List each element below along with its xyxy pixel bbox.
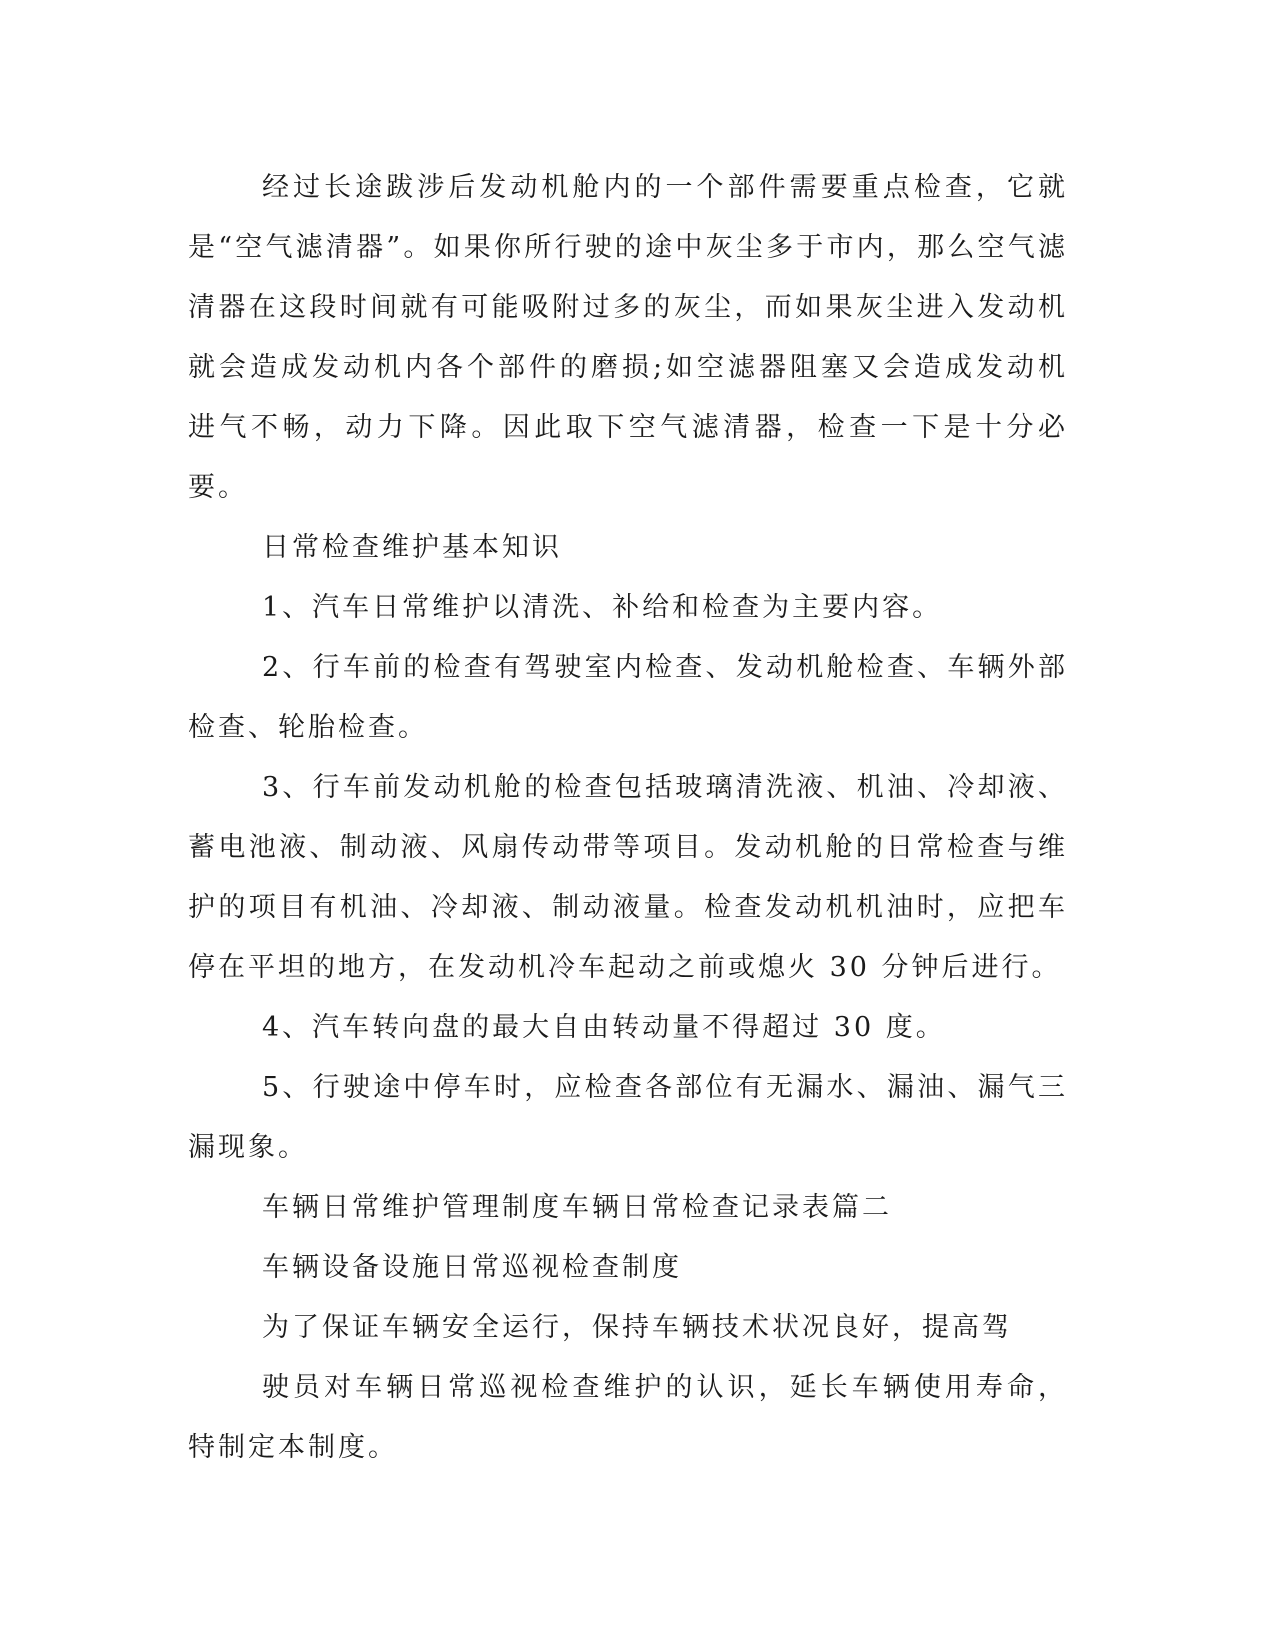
paragraph-air-filter: 经过长途跋涉后发动机舱内的一个部件需要重点检查，它就是“空气滤清器”。如果你所行驶的途中灰尘多于市内，那么空气滤清器在这段时间就有可能吸附过多的灰尘，而如果灰尘进入发动机就会造成发动机内各个部件的磨损;如空滤器阻塞又会造成发动机进气不畅，动力下降。因此取下空气滤清器，检查一下是十分必要。 (188, 172, 1068, 503)
section-heading-basics: 日常检查维护基本知识 (262, 532, 562, 563)
list-item-2: 2、行车前的检查有驾驶室内检查、发动机舱检查、车辆外部检查、轮胎检查。 (188, 652, 1068, 743)
list-item-4: 4、汽车转向盘的最大自由转动量不得超过 30 度。 (262, 1012, 946, 1043)
section-heading-part-two: 车辆日常维护管理制度车辆日常检查记录表篇二 (262, 1192, 892, 1223)
document-body (188, 158, 1068, 1478)
list-item-5: 5、行驶途中停车时，应检查各部位有无漏水、漏油、漏气三漏现象。 (188, 1072, 1068, 1163)
paragraph-purpose-continued: 驶员对车辆日常巡视检查维护的认识，延长车辆使用寿命，特制定本制度。 (188, 1372, 1068, 1463)
list-item-1: 1、汽车日常维护以清洗、补给和检查为主要内容。 (262, 592, 943, 623)
paragraph-purpose-line: 为了保证车辆安全运行，保持车辆技术状况良好，提高驾 (262, 1312, 1012, 1343)
list-item-3: 3、行车前发动机舱的检查包括玻璃清洗液、机油、冷却液、蓄电池液、制动液、风扇传动带等项目。发动机舱的日常检查与维护的项目有机油、冷却液、制动液量。检查发动机机油时，应把车停在平坦的地方，在发动机冷车起动之前或熄火 30 分钟后进行。 (188, 772, 1068, 983)
section-heading-inspection-system: 车辆设备设施日常巡视检查制度 (262, 1252, 682, 1283)
